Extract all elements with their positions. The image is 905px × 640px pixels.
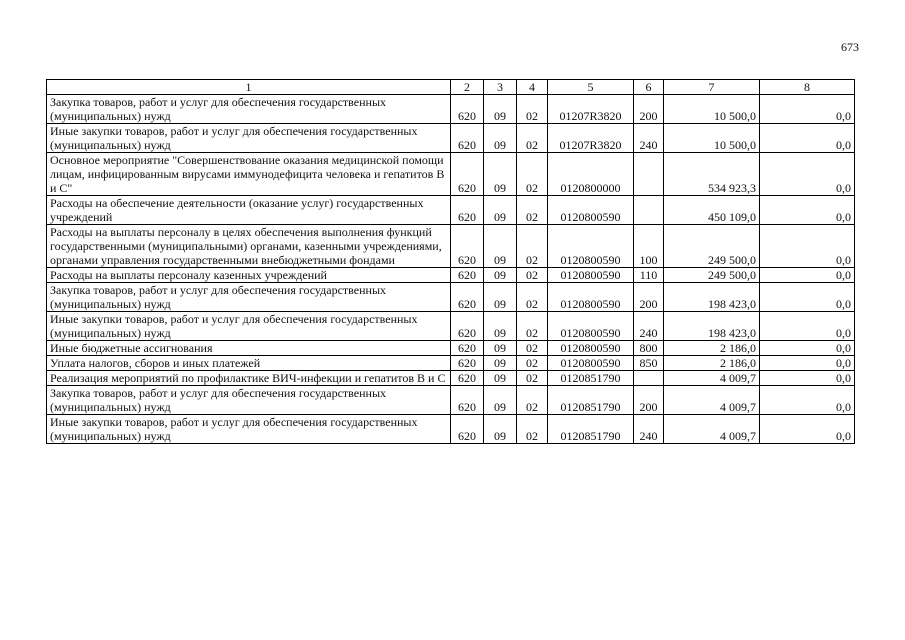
row-subsection-code: 02 <box>517 312 548 341</box>
row-amount-2: 0,0 <box>760 386 855 415</box>
row-section-code: 09 <box>484 283 517 312</box>
col-header-1: 1 <box>47 80 451 95</box>
row-description: Иные бюджетные ассигнования <box>47 341 451 356</box>
row-ministry-code: 620 <box>451 196 484 225</box>
page-number: 673 <box>841 40 859 54</box>
table-row <box>47 386 855 415</box>
row-section-code: 09 <box>484 268 517 283</box>
table-row <box>47 415 855 444</box>
row-amount-2: 0,0 <box>760 283 855 312</box>
row-amount-2: 0,0 <box>760 196 855 225</box>
table-row <box>47 153 855 196</box>
row-section-code: 09 <box>484 124 517 153</box>
row-target-article: 0120800000 <box>548 153 634 196</box>
row-section-code: 09 <box>484 341 517 356</box>
row-target-article: 0120800590 <box>548 356 634 371</box>
row-ministry-code: 620 <box>451 153 484 196</box>
row-description: Закупка товаров, работ и услуг для обеспечения государственных (муниципальных) нужд <box>47 283 451 312</box>
row-target-article: 0120800590 <box>548 225 634 268</box>
table-row <box>47 268 855 283</box>
row-subsection-code: 02 <box>517 341 548 356</box>
row-expense-type: 110 <box>634 268 664 283</box>
row-section-code: 09 <box>484 95 517 124</box>
row-section-code: 09 <box>484 312 517 341</box>
row-expense-type: 240 <box>634 124 664 153</box>
row-amount-1: 450 109,0 <box>664 196 760 225</box>
row-amount-1: 4 009,7 <box>664 415 760 444</box>
row-expense-type: 200 <box>634 386 664 415</box>
row-ministry-code: 620 <box>451 268 484 283</box>
row-amount-1: 249 500,0 <box>664 225 760 268</box>
row-subsection-code: 02 <box>517 153 548 196</box>
row-target-article: 0120800590 <box>548 283 634 312</box>
row-ministry-code: 620 <box>451 386 484 415</box>
row-target-article: 0120800590 <box>548 341 634 356</box>
row-description: Расходы на обеспечение деятельности (оказание услуг) государственных учреждений <box>47 196 451 225</box>
col-header-8: 8 <box>760 80 855 95</box>
row-section-code: 09 <box>484 415 517 444</box>
row-section-code: 09 <box>484 371 517 386</box>
table-row <box>47 312 855 341</box>
row-ministry-code: 620 <box>451 371 484 386</box>
row-amount-1: 4 009,7 <box>664 386 760 415</box>
row-target-article: 0120800590 <box>548 312 634 341</box>
row-ministry-code: 620 <box>451 95 484 124</box>
row-ministry-code: 620 <box>451 415 484 444</box>
col-header-2: 2 <box>451 80 484 95</box>
row-subsection-code: 02 <box>517 225 548 268</box>
row-expense-type <box>634 153 664 196</box>
row-ministry-code: 620 <box>451 124 484 153</box>
row-subsection-code: 02 <box>517 95 548 124</box>
row-description: Уплата налогов, сборов и иных платежей <box>47 356 451 371</box>
table-row <box>47 341 855 356</box>
col-header-4: 4 <box>517 80 548 95</box>
row-subsection-code: 02 <box>517 283 548 312</box>
row-description: Расходы на выплаты персоналу в целях обеспечения выполнения функций государственными (муниципальными) органами, казенными учреждениями, органами управления государственными внебюджетными фондами <box>47 225 451 268</box>
row-description: Основное мероприятие "Совершенствование оказания медицинской помощи лицам, инфицированным вирусами иммунодефицита человека и гепатитов В и С" <box>47 153 451 196</box>
row-amount-1: 10 500,0 <box>664 95 760 124</box>
row-description: Закупка товаров, работ и услуг для обеспечения государственных (муниципальных) нужд <box>47 386 451 415</box>
row-amount-1: 10 500,0 <box>664 124 760 153</box>
row-amount-1: 534 923,3 <box>664 153 760 196</box>
row-expense-type: 800 <box>634 341 664 356</box>
row-description: Иные закупки товаров, работ и услуг для обеспечения государственных (муниципальных) нужд <box>47 312 451 341</box>
table-row <box>47 225 855 268</box>
row-subsection-code: 02 <box>517 196 548 225</box>
row-amount-2: 0,0 <box>760 124 855 153</box>
row-section-code: 09 <box>484 386 517 415</box>
row-ministry-code: 620 <box>451 283 484 312</box>
row-description: Иные закупки товаров, работ и услуг для обеспечения государственных (муниципальных) нужд <box>47 415 451 444</box>
row-description: Иные закупки товаров, работ и услуг для обеспечения государственных (муниципальных) нужд <box>47 124 451 153</box>
row-subsection-code: 02 <box>517 356 548 371</box>
row-target-article: 01207R3820 <box>548 124 634 153</box>
row-amount-1: 249 500,0 <box>664 268 760 283</box>
row-target-article: 01207R3820 <box>548 95 634 124</box>
table-row <box>47 283 855 312</box>
row-subsection-code: 02 <box>517 124 548 153</box>
col-header-6: 6 <box>634 80 664 95</box>
row-amount-1: 2 186,0 <box>664 356 760 371</box>
row-amount-2: 0,0 <box>760 356 855 371</box>
row-amount-2: 0,0 <box>760 153 855 196</box>
row-expense-type <box>634 196 664 225</box>
row-subsection-code: 02 <box>517 268 548 283</box>
row-target-article: 0120800590 <box>548 196 634 225</box>
row-ministry-code: 620 <box>451 341 484 356</box>
table-row <box>47 371 855 386</box>
table-row <box>47 356 855 371</box>
row-amount-1: 4 009,7 <box>664 371 760 386</box>
row-amount-1: 198 423,0 <box>664 283 760 312</box>
row-expense-type: 200 <box>634 283 664 312</box>
row-description: Реализация мероприятий по профилактике ВИЧ-инфекции и гепатитов В и С <box>47 371 451 386</box>
row-expense-type: 240 <box>634 312 664 341</box>
row-target-article: 0120851790 <box>548 371 634 386</box>
row-section-code: 09 <box>484 225 517 268</box>
row-description: Закупка товаров, работ и услуг для обеспечения государственных (муниципальных) нужд <box>47 95 451 124</box>
table-body <box>47 95 855 444</box>
row-section-code: 09 <box>484 153 517 196</box>
row-subsection-code: 02 <box>517 371 548 386</box>
row-amount-2: 0,0 <box>760 268 855 283</box>
row-expense-type: 850 <box>634 356 664 371</box>
row-ministry-code: 620 <box>451 312 484 341</box>
row-target-article: 0120851790 <box>548 386 634 415</box>
row-target-article: 0120800590 <box>548 268 634 283</box>
row-amount-2: 0,0 <box>760 95 855 124</box>
row-section-code: 09 <box>484 356 517 371</box>
row-amount-1: 2 186,0 <box>664 341 760 356</box>
budget-table <box>46 79 855 444</box>
table-row <box>47 196 855 225</box>
row-ministry-code: 620 <box>451 225 484 268</box>
row-ministry-code: 620 <box>451 356 484 371</box>
row-expense-type: 100 <box>634 225 664 268</box>
col-header-5: 5 <box>548 80 634 95</box>
col-header-3: 3 <box>484 80 517 95</box>
row-subsection-code: 02 <box>517 386 548 415</box>
row-expense-type: 240 <box>634 415 664 444</box>
row-description: Расходы на выплаты персоналу казенных учреждений <box>47 268 451 283</box>
row-expense-type: 200 <box>634 95 664 124</box>
row-section-code: 09 <box>484 196 517 225</box>
row-amount-2: 0,0 <box>760 341 855 356</box>
row-expense-type <box>634 371 664 386</box>
row-subsection-code: 02 <box>517 415 548 444</box>
row-amount-2: 0,0 <box>760 415 855 444</box>
row-amount-1: 198 423,0 <box>664 312 760 341</box>
table-header-row <box>47 80 855 95</box>
row-amount-2: 0,0 <box>760 225 855 268</box>
table-row <box>47 95 855 124</box>
row-target-article: 0120851790 <box>548 415 634 444</box>
row-amount-2: 0,0 <box>760 371 855 386</box>
col-header-7: 7 <box>664 80 760 95</box>
row-amount-2: 0,0 <box>760 312 855 341</box>
table-row <box>47 124 855 153</box>
